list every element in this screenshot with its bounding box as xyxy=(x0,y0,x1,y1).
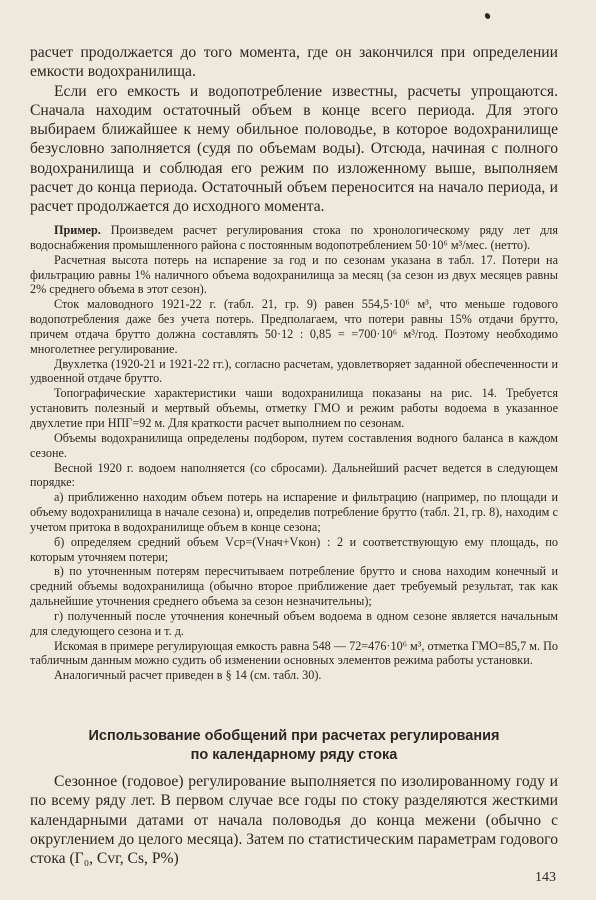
page-number: 143 xyxy=(535,870,556,885)
example-label: Пример. xyxy=(54,223,101,237)
section-heading xyxy=(30,727,558,765)
section-heading-line-1: Использование обобщений при расчетах регулирования xyxy=(88,728,500,744)
example-text-1: Произведем расчет регулирования стока по хронологическому ряду лет для водоснабжения промышленного района с постоянным водопотреблением 50·10⁶ м³/мес. (нетто). xyxy=(30,223,558,252)
example-paragraph-4: Двухлетка (1920-21 и 1921-22 гг.), согласно расчетам, удовлетворяет заданной обеспеченности и удвоенной отдаче брутто. xyxy=(30,356,558,386)
example-paragraph-9: Аналогичный расчет приведен в § 14 (см. табл. 30). xyxy=(54,668,322,683)
section-text xyxy=(30,772,558,868)
intro-paragraph-1: расчет продолжается до того момента, где он закончился при определении емкости водохранилища. xyxy=(30,44,558,81)
example-paragraph-1 xyxy=(30,223,558,253)
list-item-v: в) по уточненным потерям пересчитываем потребление брутто и снова находим конечный и средний объемы водохранилища (обычно второе приближение дает требуемый результат, так как дальнейшие уточнения среднего объема за сезон незначительны); xyxy=(30,564,558,609)
example-paragraph-3: Сток маловодного 1921-22 г. (табл. 21, гр. 9) равен 554,5·10⁶ м³, что меньше годового водопотребления даже без учета потерь. Предполагаем, что потери равны 15% отдачи брутто, причем отдача брутто должна составлять 50·12 : 0,85 = =700·10⁶ м³/год. Поэтому необходимо многолетнее регулирование. xyxy=(30,297,558,356)
example-block xyxy=(30,223,558,683)
example-paragraph-5: Топографические характеристики чаши водохранилища показаны на рис. 14. Требуется установить полезный и мертвый объемы, отметку ГМО и режим работы водоема в указанное двухлетие при НПГ=92 м. Для краткости расчет выполнием по сезонам. xyxy=(30,386,558,430)
section-heading-line-2: по календарному ряду стока xyxy=(190,747,398,763)
example-paragraph-2: Расчетная высота потерь на испарение за год и по сезонам указана в табл. 17. Потери на фильтрацию равны 1% наличного объема водохранилища за месяц (за сезон из двух месяцев равны 2% среднего объема в этот сезон). xyxy=(30,252,558,297)
list-item-g: г) полученный после уточнения конечный объем водоема в одном сезоне является начальным для следующего сезона и т. д. xyxy=(30,608,558,638)
example-paragraph-6: Объемы водохранилища определены подбором, путем составления водного баланса в каждом сезоне. xyxy=(30,430,558,460)
list-item-a: а) приближенно находим объем потерь на испарение и фильтрацию (например, по площади и объему водохранилища в начале сезона) и, определив потребление брутто (табл. 21, гр. 8), находим с учетом притока в водохранилище объем в конце сезона; xyxy=(30,490,558,534)
intro-paragraph-2: Если его емкость и водопотребление известны, расчеты упрощаются. Сначала находим остаточный объем в конце всего периода. Для этого выбираем ближайшее к нему обильное половодье, в которое водохранилище безусловно заполняется (судя по объемам воды). Отсюда, начиная с полного водохранилища и соблюдая его режим по изложенному выше, выполняем расчет до конца периода. Остаточный объем переносится на начало периода, и расчет продолжается до исходного момента. xyxy=(30,82,558,216)
ink-speck xyxy=(484,12,491,20)
list-item-b: б) определяем средний объем Vср=(Vнач+Vкон) : 2 и соответствующую ему площадь, по которым уточняем потери; xyxy=(30,534,558,564)
intro-text xyxy=(30,43,558,217)
example-paragraph-8: Искомая в примере регулирующая емкость равна 548 — 72=476·10⁶ м³, отметка ГМО=85,7 м. По табличным данным можно судить об изменении основных элементов режима работы установки. xyxy=(30,638,558,668)
section-paragraph-1: Сезонное (годовое) регулирование выполняется по изолированному году и по всему ряду лет. В первом случае все годы по стоку разделяются жесткими календарными датами от начала половодья до конца межени (обычно с округлением до целого месяца). Затем по статистическим параметрам годового стока (Г₀, Cvг, Cs, P%) xyxy=(30,773,558,868)
example-paragraph-7: Весной 1920 г. водоем наполняется (со сбросами). Дальнейший расчет ведется в следующем порядке: xyxy=(30,460,558,490)
